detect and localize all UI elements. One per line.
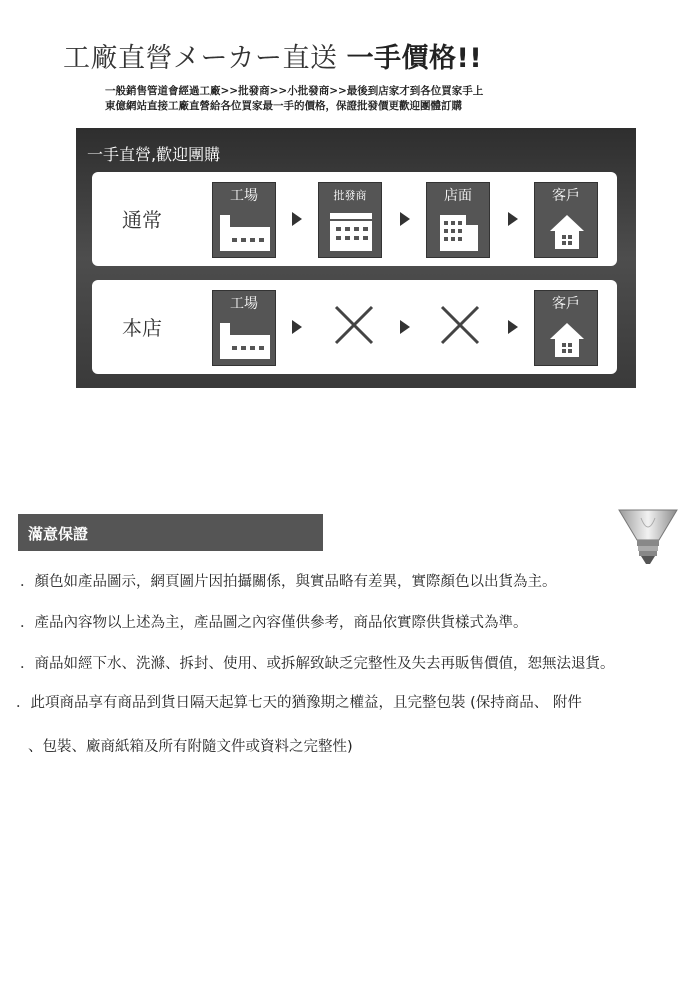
tile-wholesale-label: 批發商: [333, 189, 367, 202]
row-ours-label: 本店: [122, 316, 162, 340]
arrow-right-icon: [400, 212, 410, 226]
guarantee-header: [18, 514, 323, 551]
lightbulb-icon: [615, 508, 681, 568]
cross-icon: [438, 303, 482, 347]
tile-factory-label: 工場: [230, 188, 258, 204]
arrow-right-icon: [508, 320, 518, 334]
tile-customer: [534, 290, 598, 366]
page-title: [63, 36, 482, 75]
row-ours: [92, 280, 617, 374]
guarantee-item: ．顏色如產品圖示，網頁圖片因拍攝關係，與實品略有差異，實際顏色以出貨為主。: [20, 574, 557, 590]
title-main: 工廠直營メーカー直送: [63, 43, 338, 74]
house-icon: [542, 319, 592, 361]
house-icon: [542, 211, 592, 253]
guarantee-item: ．商品如經下水、洗滌、拆封、使用、或拆解致缺乏完整性及失去再販售價值，恕無法退貨。: [20, 656, 615, 672]
tile-customer-label: 客戶: [552, 188, 580, 204]
supply-chain-panel: [76, 128, 636, 388]
tile-wholesale: [318, 182, 382, 258]
tile-customer: [534, 182, 598, 258]
arrow-right-icon: [400, 320, 410, 334]
description: [105, 84, 483, 114]
factory-icon: [220, 319, 270, 361]
guarantee-item: ．此項商品享有商品到貨日隔天起算七天的猶豫期之權益，且完整包裝 (保持商品、 附件: [16, 695, 582, 711]
tile-store-label: 店面: [444, 188, 472, 204]
tile-store: [426, 182, 490, 258]
panel-title: 一手直營,歡迎團購: [87, 145, 221, 164]
title-highlight: 一手價格!!: [346, 43, 483, 74]
guarantee-item: 、包裝、廠商紙箱及所有附隨文件或資料之完整性): [28, 739, 353, 755]
factory-icon: [220, 211, 270, 253]
arrow-right-icon: [292, 320, 302, 334]
guarantee-title: 滿意保證: [28, 525, 89, 543]
tile-factory-label: 工場: [230, 296, 258, 312]
tile-factory: [212, 290, 276, 366]
row-usual-label: 通常: [122, 208, 162, 232]
row-usual: [92, 172, 617, 266]
arrow-right-icon: [292, 212, 302, 226]
tile-factory: [212, 182, 276, 258]
building-icon: [326, 211, 376, 253]
tile-customer-label: 客戶: [552, 296, 580, 312]
arrow-right-icon: [508, 212, 518, 226]
office-building-icon: [434, 211, 484, 253]
description-line-2: 東億網站直接工廠直營給各位買家最一手的價格，保證批發價更歡迎團體訂購: [105, 100, 462, 112]
guarantee-item: ．產品內容物以上述為主，產品圖之內容僅供參考，商品依實際供貨樣式為準。: [20, 615, 528, 631]
cross-icon: [332, 303, 376, 347]
description-line-1: 一般銷售管道會經過工廠>>批發商>>小批發商>>最後到店家才到各位買家手上: [105, 85, 484, 97]
